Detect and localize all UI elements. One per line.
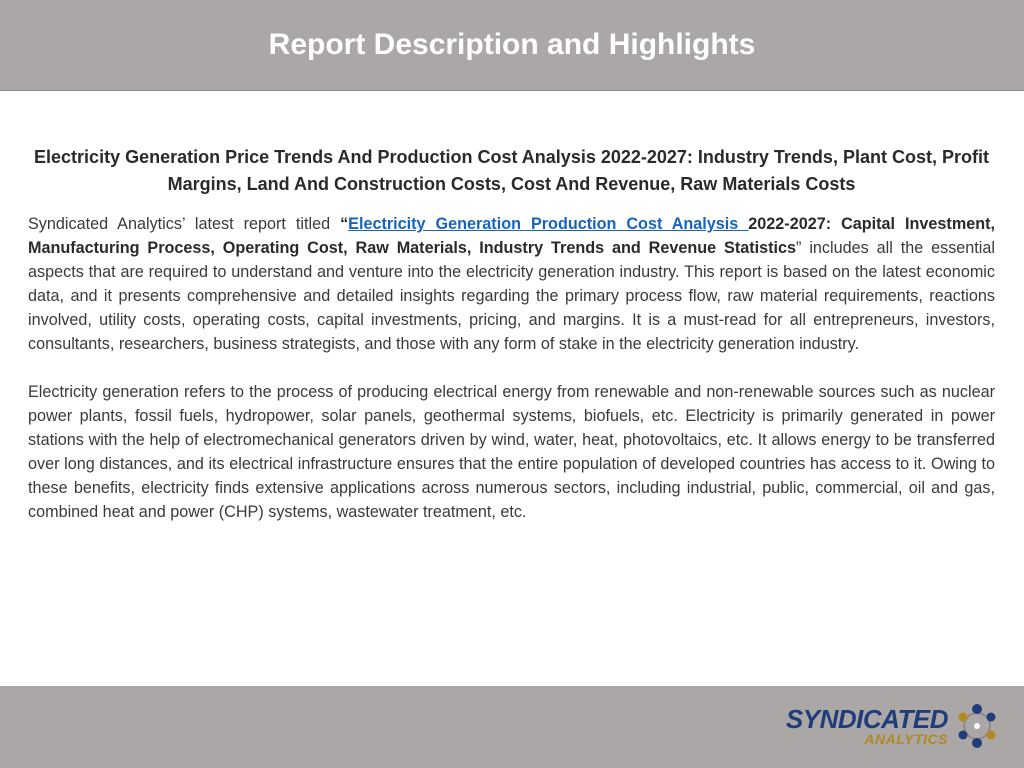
- quote-close: ”: [796, 239, 802, 257]
- logo-word-2: CATED: [862, 704, 948, 734]
- footer-bar: [0, 686, 1024, 768]
- logo-dots-icon: [954, 703, 1000, 749]
- header-bar: [0, 0, 1024, 90]
- report-title-bold: 2022-2027: Capital Investment, Manufacturing Process, Operating Cost, Raw Materials, Industry Trends and Revenue Statistics: [28, 215, 995, 257]
- paragraph-definition: Electricity generation refers to the process of producing electrical energy from renewable and non-renewable sources such as nuclear power plants, fossil fuels, hydropower, solar panels, geothermal systems, biofuels, etc. Electricity is primarily generated in power stations with the help of electromechanical generators driven by wind, water, heat, photovoltaics, etc. It allows energy to be transferred over long distances, and its electrical infrastructure ensures that the entire population of developed countries has access to it. Owing to these benefits, electricity finds extensive applications across numerous sectors, including industrial, public, commercial, oil and gas, combined heat and power (CHP) systems, wastewater treatment, etc.: [28, 383, 995, 521]
- page-title: Report Description and Highlights: [268, 28, 756, 61]
- intro-lead: Syndicated Analytics’ latest report titled: [28, 215, 341, 233]
- quote-open: “: [340, 215, 349, 233]
- report-link[interactable]: Electricity Generation Production Cost Analysis: [348, 215, 749, 233]
- syndicated-analytics-logo: [786, 700, 1000, 752]
- paragraph-intro: [28, 212, 995, 356]
- logo-word-1: SYNDI: [785, 704, 863, 734]
- intro-rest: includes all the essential aspects that are required to understand and venture into the electricity generation industry. This report is based on the latest economic data, and it presents comprehensive and detailed insights regarding the primary process flow, raw material requirements, reactions involved, utility costs, operating costs, capital investments, pricing, and margins. It is a must-read for all entrepreneurs, investors, consultants, researchers, business strategists, and those with any form of stake in the electricity generation industry.: [28, 239, 995, 353]
- main-content: [28, 144, 995, 548]
- logo-text: [786, 706, 948, 746]
- header-divider: [0, 90, 1024, 91]
- logo-subword: ANALYTICS: [864, 731, 948, 747]
- report-subtitle: Electricity Generation Price Trends And Production Cost Analysis 2022-2027: Industry Trends, Plant Cost, Profit Margins, Land And Construction Costs, Cost And Revenue, Raw Materials Costs: [34, 147, 989, 194]
